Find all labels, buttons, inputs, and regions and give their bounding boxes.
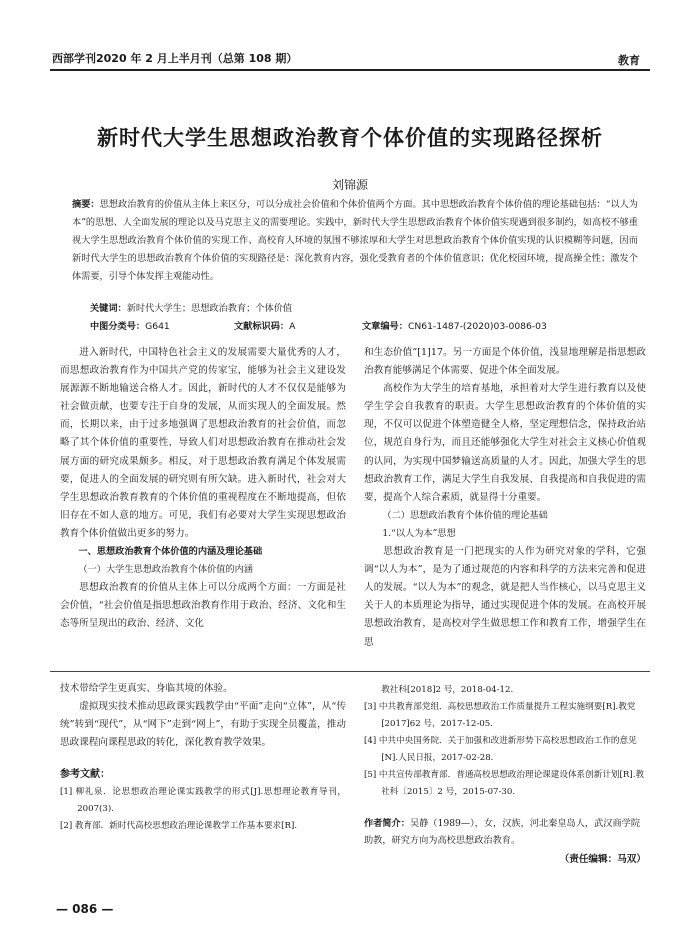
page-number: — 086 — — [56, 902, 114, 916]
abstract-text: 思想政治教育的价值从主体上来区分，可以分成社会价值和个体价值两个方面。其中思想政治教育个体价值的理论基础包括：“以人为本”的思想、人全面发展的理论以及马克思主义的需要理论。实践中，新时代大学生思想政治教育个体价值实现遇到很多制约，如高校不够重视大学生思想政治教育个体价值的实现工作、高校育人环境的氛围不够浓厚和大学生对思想政治教育个体价值实现的认识模糊等问题，因而新时代大学生的思想政治教育个体价值的实现路径是：深化教育内容，强化受教育者的个体价值意识；优化校园环境，提高操全性；激发个体需要，引导个体发挥主观能动性。 — [72, 199, 638, 282]
reference-item: [3] 中共教育部党组．高校思想政治工作质量提升工程实施纲要[R].教党[2017]62 号，2017-12-05. — [364, 702, 636, 729]
body-paragraph: 高校作为大学生的培育基地，承担着对大学生进行教育以及使学生学会自我教育的职责。大学生思想政治教育的个体价值的实现，不仅可以促进个体塑造健全人格，坚定理想信念，保持政治站位，规范自身行为，而且还能够强化大学生对社会主义核心价值观的认同，为实现中国梦输送高质量的人才。因此，加强大学生的思想政治教育工作，满足大学生自我发展、自我提高和自我促进的需要，提高个人综合素质，就显得十分重要。 — [364, 383, 646, 503]
keywords-text: 新时代大学生；思想政治教育；个体价值 — [126, 303, 293, 314]
reference-item: 教社科[2018]2 号，2018-04-12. — [381, 685, 514, 695]
header-rule — [50, 69, 650, 71]
references-list-left — [60, 784, 346, 835]
subsection-heading-1: （一）大学生思想政治教育个体价值的内涵 — [78, 564, 253, 576]
subsection-heading-2: （二）思想政治教育个体价值的理论基础 — [382, 509, 548, 521]
document-code: 文献标识码：A — [234, 321, 296, 332]
left-column — [60, 344, 346, 634]
body-paragraph: 思想政治教育是一门把现实的人作为研究对象的学科，它强调“以人为本”，是为了通过规范的内容和科学的方法来完善和促进人的发展。“以人为本”的观念，就是把人当作核心，以马克思主义关于人的本质理论为指导，通过实现促进个体的发展。在高校开展思想政治教育，是高校对学生做思想工作和教育工作，增强学生在思 — [364, 546, 646, 648]
reference-item: [4] 中共中央国务院．关于加强和改进新形势下高校思想政治工作的意见[N].人民日报，2017-02-28. — [364, 736, 637, 763]
clc-number: 中图分类号：G641 — [90, 321, 170, 332]
lower-right-column — [364, 682, 646, 865]
intro-paragraph: 进入新时代，中国特色社会主义的发展需要大量优秀的人才，而思想政治教育作为中国共产党的传家宝，能够为社会主义建设发展源源不断地输送合格人才。因此，新时代的人才不仅仅是能够为社会做贡献，也要专注于自身的发展，从而实现人的全面发展。然而，长期以来，由于过多地强调了思想政治教育的社会价值，而忽略了其个体价值的重要性，导致人们对思想政治教育在推动社会发展方面的研究成果颇多。相反，对于思想政治教育满足个体发展需要，促进人的全面发展的研究则有所欠缺。进入新时代，社会对大学生思想政治教育教育的个体价值的重视程度在不断地提高，但依旧存在不如人意的地方。可见，我们有必要对大学生实现思想政治教育个体价值做出更多的努力。 — [60, 347, 346, 539]
keywords — [90, 300, 292, 314]
right-column — [364, 344, 646, 652]
reference-item: [5] 中共宣传部教育部．普通高校思想政治理论课建设体系创新计划[R].教社科〔2015〕2 号，2015-07-30. — [364, 770, 645, 797]
journal-header: 西部学刊2020 年 2 月上半月刊（总第 108 期） — [52, 52, 298, 65]
article-title: 新时代大学生思想政治教育个体价值的实现路径探析 — [97, 125, 603, 150]
article-divider — [50, 671, 650, 672]
references-title: 参考文献： — [60, 769, 110, 781]
body-paragraph: 思想政治教育的价值从主体上可以分成两个方面：一方面是社会价值，“社会价值是指思想政治教育作用于政治、经济、文化和生态等所呈现出的政治、经济、文化 — [60, 582, 346, 630]
keywords-label: 关键词： — [90, 303, 127, 314]
section-label: 教育 — [618, 54, 640, 67]
section-heading-1: 一、思想政治教育个体价值的内涵及理论基础 — [78, 546, 263, 558]
abstract-label: 摘要： — [72, 199, 100, 210]
body-paragraph: 虚拟现实技术推动思政课实践教学由“平面”走向“立体”，从“传统”转到“现代”，从“网下”走到“网上”，有助于实现全员覆盖，推动思政课程向课程思政的转化，深化教育教学效果。 — [60, 701, 346, 749]
body-paragraph: 和生态价值”[1]17。另一方面是个体价值，浅显地理解是指思想政治教育能够满足个体需要、促进个体全面发展。 — [364, 347, 646, 377]
author-bio — [364, 815, 646, 849]
references-list-right — [364, 682, 646, 801]
body-paragraph: 技术带给学生更真实、身临其境的体验。 — [60, 683, 233, 694]
lower-left-column — [60, 680, 346, 835]
reference-item: [1] 柳礼泉．论思想政治理论课实践教学的形式[J].思想理论教育导刊，2007(3). — [60, 787, 346, 815]
author-bio-text: 吴静（1989—），女，汉族，河北秦皇岛人，武汉商学院助教，研究方向为高校思想政治教育。 — [364, 818, 641, 846]
editor-note: （责任编辑：马双） — [559, 854, 646, 865]
subsection-heading-3: 1.“以人为本”思想 — [382, 527, 456, 539]
author-bio-label: 作者简介： — [364, 818, 410, 829]
abstract — [72, 196, 638, 286]
article-author: 刘锦源 — [331, 178, 368, 192]
reference-item: [2] 教育部．新时代高校思想政治理论课教学工作基本要求[R]. — [60, 821, 298, 832]
article-number: 文章编号：CN61-1487-(2020)03-0086-03 — [362, 321, 547, 332]
